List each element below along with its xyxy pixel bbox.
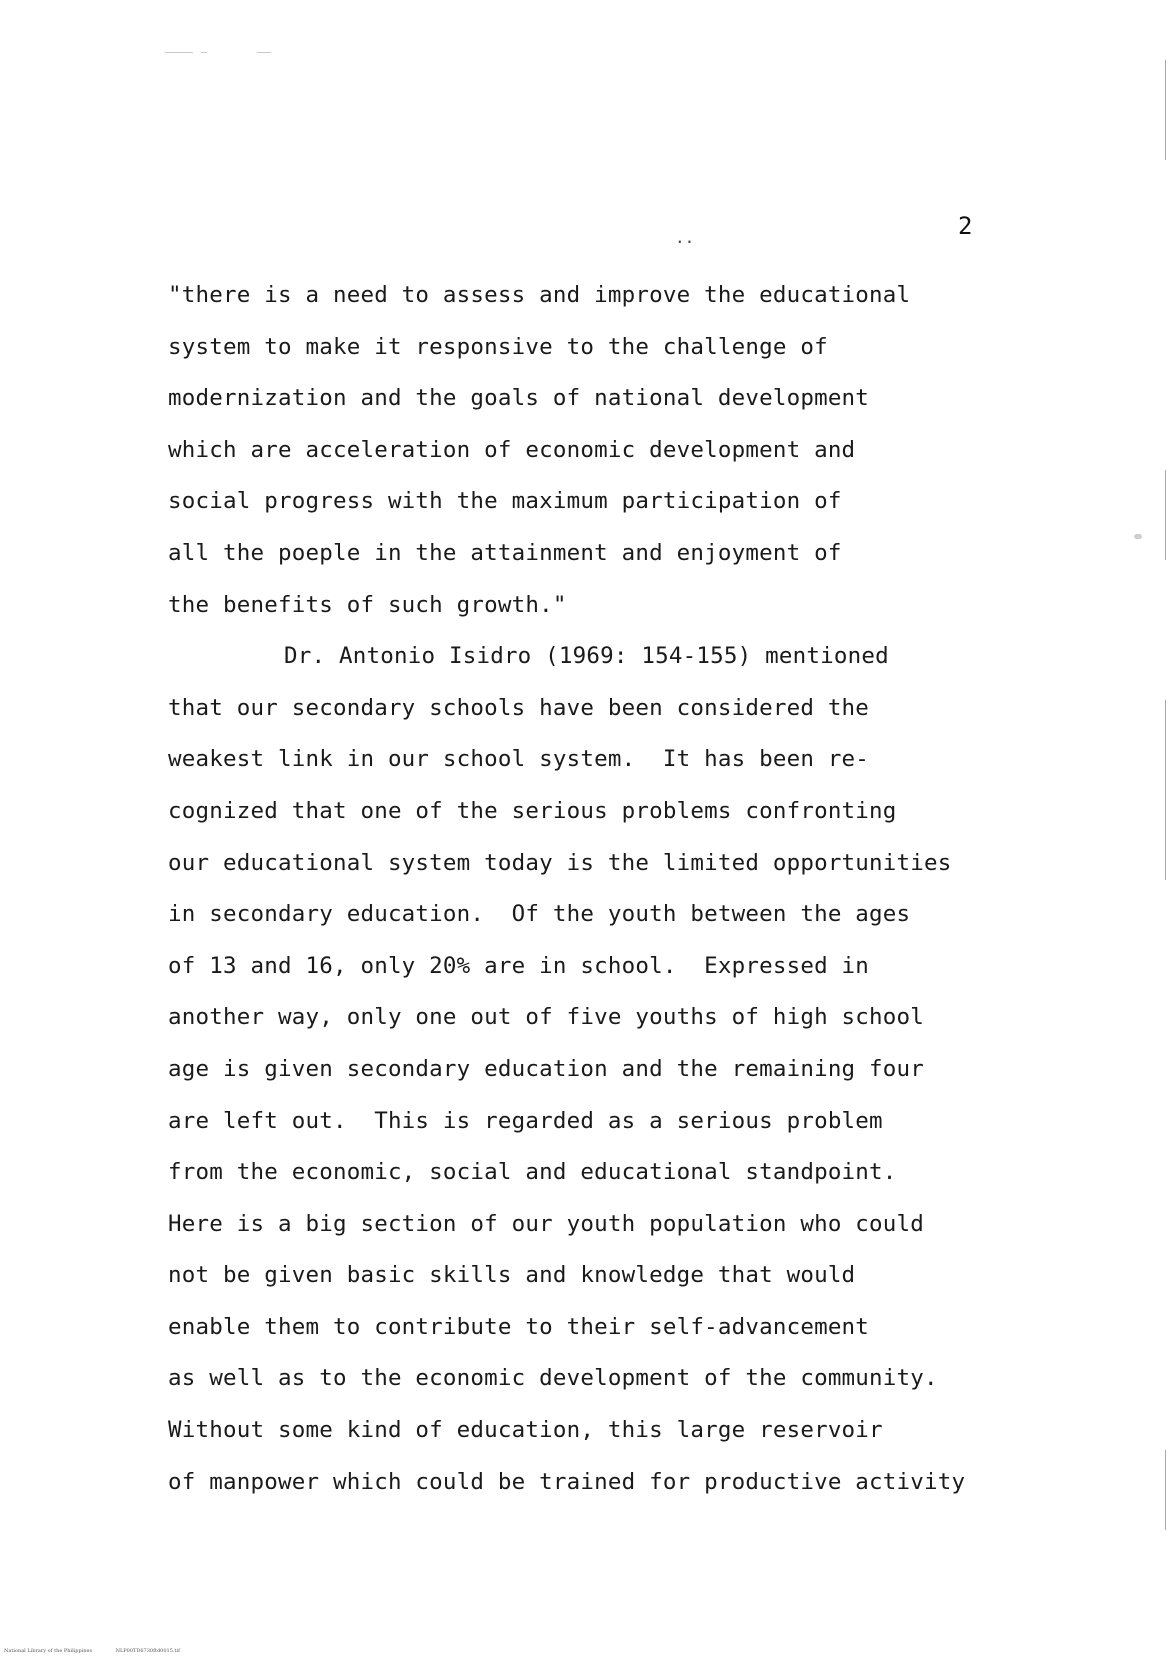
scan-edge-rule [1165, 1450, 1166, 1530]
text-line: cognized that one of the serious problems confronting [168, 797, 897, 824]
text-line: of 13 and 16, only 20% are in school. Expressed in [168, 952, 870, 979]
text-line: in secondary education. Of the youth between the ages [168, 901, 911, 928]
text-line: not be given basic skills and knowledge that would [168, 1262, 856, 1289]
footer-library: National Library of the Philippines [4, 1648, 93, 1654]
text-line: are left out. This is regarded as a serious problem [168, 1107, 883, 1134]
body-text [168, 270, 1048, 1508]
footer-file: NLP00TD6730ftd0015.tif [115, 1648, 180, 1654]
scan-edge-rule [1165, 60, 1166, 160]
text-line: as well as to the economic development of the community. [168, 1365, 938, 1392]
text-line: the benefits of such growth." [168, 591, 567, 618]
text-line: system to make it responsive to the challenge of [168, 333, 828, 360]
scan-edge-rule [1165, 700, 1166, 880]
scan-artifact-marks [165, 52, 295, 54]
text-line: which are acceleration of economic development and [168, 436, 856, 463]
scan-smudge [1134, 534, 1142, 539]
text-line: age is given secondary education and the remaining four [168, 1055, 925, 1082]
text-line: social progress with the maximum participation of [168, 488, 842, 515]
text-line: our educational system today is the limited opportunities [168, 849, 952, 876]
scan-edge-rule [1165, 470, 1166, 560]
text-line: another way, only one out of five youths of high school [168, 1004, 925, 1031]
text-line: modernization and the goals of national development [168, 385, 870, 412]
text-line: of manpower which could be trained for productive activity [168, 1468, 966, 1495]
text-line: Here is a big section of our youth population who could [168, 1210, 925, 1237]
text-line: enable them to contribute to their self-advancement [168, 1313, 870, 1340]
text-line: all the poeple in the attainment and enjoyment of [168, 539, 842, 566]
text-line: from the economic, social and educational standpoint. [168, 1159, 897, 1186]
page-number: 2 [958, 212, 973, 240]
text-line: that our secondary schools have been considered the [168, 694, 870, 721]
paragraph-start-line: Dr. Antonio Isidro (1969: 154-155) mentioned [284, 643, 889, 670]
text-line: Without some kind of education, this large reservoir [168, 1417, 883, 1444]
scan-footer [4, 1648, 202, 1654]
header-dots: .. [675, 228, 695, 247]
text-line: "there is a need to assess and improve the educational [168, 282, 911, 308]
text-line: weakest link in our school system. It has been re- [168, 746, 870, 773]
